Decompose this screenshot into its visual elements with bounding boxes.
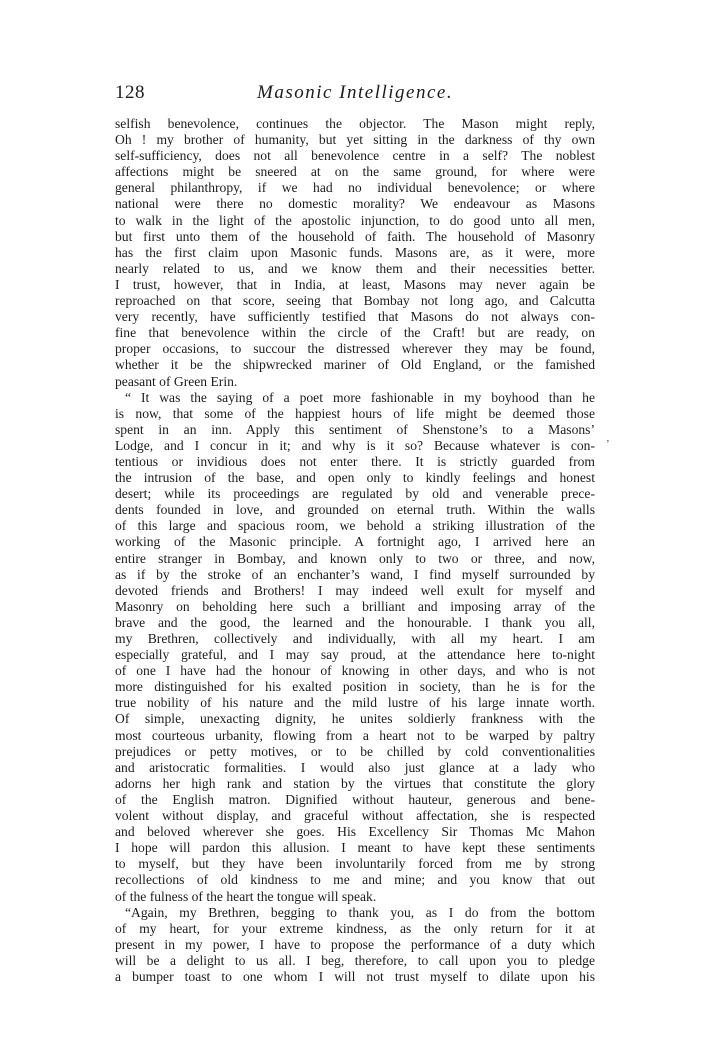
text-line: reproached on that score, seeing that Bombay not long ago, and Calcutta [115, 293, 595, 309]
running-title: Masonic Intelligence. [257, 82, 454, 103]
text-line: to walk in the light of the apostolic injunction, to do good unto all men, [115, 212, 595, 228]
paragraph [115, 116, 595, 390]
text-line: spent in an inn. Apply this sentiment of Shenstone’s to a Masons’ [115, 421, 595, 437]
text-line: as if by the stroke of an enchanter’s wand, I find myself surrounded by [115, 566, 595, 582]
running-head [115, 82, 595, 112]
text-line: very recently, have sufficiently testified that Masons do not always con- [115, 309, 595, 325]
text-line: has the first claim upon Masonic funds. Masons are, as it were, more [115, 244, 595, 260]
text-line: especially grateful, and I may say proud, at the attendance here to-night [115, 647, 595, 663]
text-line: proper occasions, to succour the distressed wherever they may be found, [115, 341, 595, 357]
text-line: whether it be the shipwrecked mariner of Old England, or the famished [115, 357, 595, 373]
page-number: 128 [115, 82, 145, 103]
text-line: adorns her high rank and station by the virtues that constitute the glory [115, 775, 595, 791]
text-line: self-sufficiency, does not all benevolence centre in a self? The noblest [115, 148, 595, 164]
text-line: national were there no domestic morality? We endeavour as Masons [115, 196, 595, 212]
text-line: nearly related to us, and we know them and their necessities better. [115, 260, 595, 276]
text-line: Masonry on beholding here such a brilliant and imposing array of the [115, 598, 595, 614]
text-line: of the English matron. Dignified without hauteur, generous and bene- [115, 791, 595, 807]
text-line: desert; while its proceedings are regulated by old and venerable prece- [115, 486, 595, 502]
text-line: “Again, my Brethren, begging to thank you, as I do from the bottom [125, 904, 595, 920]
text-line: dents founded in love, and grounded on eternal truth. Within the walls [115, 502, 595, 518]
text-line: selfish benevolence, continues the objector. The Mason might reply, [115, 116, 595, 131]
text-line: of one I have had the honour of knowing in other days, and who is not [115, 663, 595, 679]
paragraph [115, 905, 595, 985]
text-line: recollections of old kindness to me and mine; and you know that out [115, 872, 595, 888]
text-line: true nobility of his nature and the mild lustre of his large innate worth. [115, 695, 595, 711]
text-line: present in my power, I have to propose the performance of a duty which [115, 936, 595, 952]
text-line: devoted friends and Brothers! I may indeed well exult for myself and [115, 582, 595, 598]
text-line: Of simple, unexacting dignity, he unites soldierly frankness with the [115, 711, 595, 727]
printing-speck: ‚ [606, 432, 610, 444]
text-line: to myself, but they have been involuntarily forced from me by strong [115, 856, 595, 872]
text-line: I trust, however, that in India, at least, Masons may never again be [115, 276, 595, 292]
text-line: but first unto them of the household of faith. The household of Masonry [115, 228, 595, 244]
text-line: “ It was the saying of a poet more fashionable in my boyhood than he [125, 389, 595, 405]
book-page [115, 82, 595, 985]
text-line: more distinguished for his exalted position in society, than he is for the [115, 679, 595, 695]
text-line: the intrusion of the base, and open only to kindly feelings and honest [115, 470, 595, 486]
text-line: I hope will pardon this allusion. I meant to have kept these sentiments [115, 840, 595, 856]
text-line: is now, that some of the happiest hours of life might be deemed those [115, 405, 595, 421]
text-line: fine that benevolence within the circle of the Craft! but are ready, on [115, 325, 595, 341]
text-line: affections might be sneered at on the same ground, for where were [115, 164, 595, 180]
text-line: will be a delight to us all. I beg, therefore, to call upon you to pledge [115, 952, 595, 968]
text-line: and aristocratic formalities. I would also just glance at a lady who [115, 759, 595, 775]
text-line: of this large and spacious room, we behold a striking illustration of the [115, 518, 595, 534]
text-line: Lodge, and I concur in it; and why is it so? Because whatever is con- [115, 437, 595, 453]
paragraph [115, 390, 595, 905]
text-line: brave and the good, the learned and the honourable. I thank you all, [115, 614, 595, 630]
text-line: general philanthropy, if we had no individual benevolence; or where [115, 180, 595, 196]
text-line: prejudices or petty motives, or to be chilled by cold conventionalities [115, 743, 595, 759]
text-line: and beloved wherever she goes. His Excellency Sir Thomas Mc Mahon [115, 824, 595, 840]
text-line: peasant of Green Erin. [115, 373, 238, 389]
text-line: Oh ! my brother of humanity, but yet sitting in the darkness of thy own [115, 132, 595, 148]
text-line: of my heart, for your extreme kindness, as the only return for it at [115, 920, 595, 936]
text-line: entire stranger in Bombay, and known only to two or three, and now, [115, 550, 595, 566]
text-line: tentious or invidious does not enter there. It is strictly guarded from [115, 453, 595, 469]
text-line: a bumper toast to one whom I will not trust myself to dilate upon his [115, 968, 595, 984]
text-line: of the fulness of the heart the tongue will speak. [115, 888, 377, 904]
text-line: volent without display, and graceful without affectation, she is respected [115, 808, 595, 824]
text-line: working of the Masonic principle. A fortnight ago, I arrived here an [115, 534, 595, 550]
body-text [115, 116, 595, 985]
text-line: my Brethren, collectively and individually, with all my heart. I am [115, 631, 595, 646]
text-line: most courteous urbanity, flowing from a heart not to be warped by paltry [115, 727, 595, 743]
